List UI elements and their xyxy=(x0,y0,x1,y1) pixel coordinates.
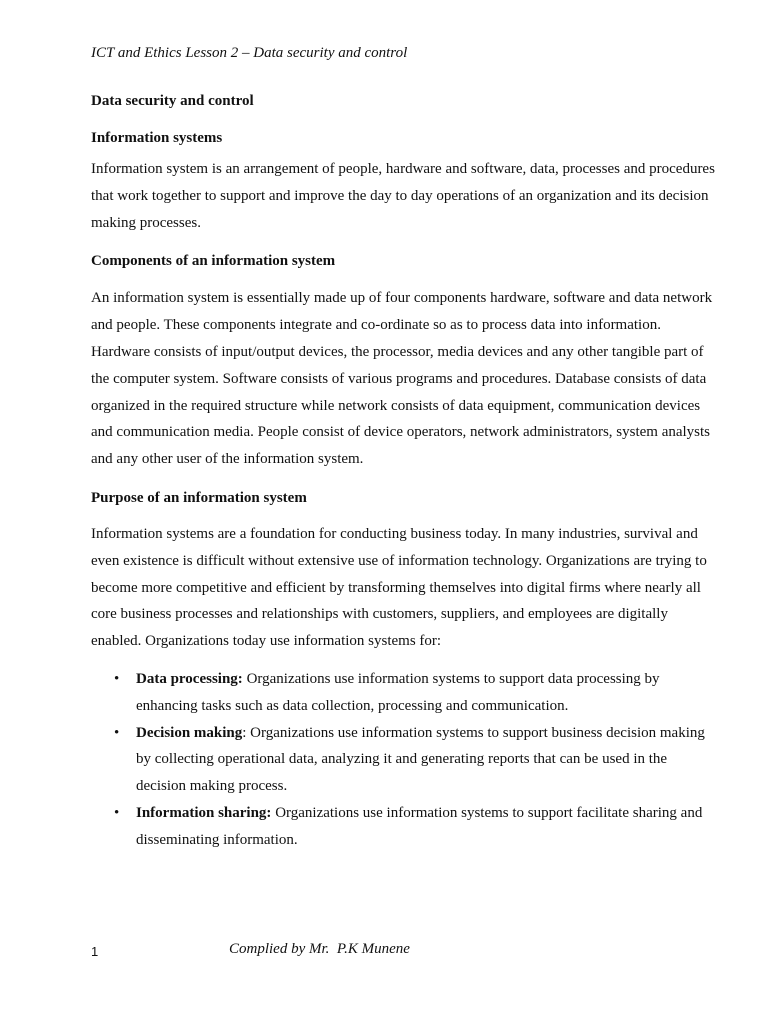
bullet-term: Information sharing: xyxy=(136,804,272,821)
bullet-text: Organizations use information systems to support data processing by enhancing tasks such as data collection, processing and communication. xyxy=(136,670,660,714)
bullet-term: Data processing: xyxy=(136,670,243,687)
page-number: 1 xyxy=(91,944,99,959)
heading-information-systems: Information systems xyxy=(91,130,223,146)
bullet-icon: • xyxy=(114,804,120,821)
paragraph-purpose: Information systems are a foundation for conducting business today. In many industries, survival and even existence is difficult without extensive use of information technology. Organizations are trying to become more competitive and efficient by transforming themselves into digital firms where nearly all core business processes and relationships with customers, suppliers, and employees are digitally enabled. Organizations today use information systems for: xyxy=(91,525,707,650)
bullet-term: Decision making xyxy=(136,724,243,741)
paragraph-components: An information system is essentially made up of four components hardware, software and data network and people. These components integrate and co-ordinate so as to process data into information. Hardware consists of input/output devices, the processor, media devices and any other tangible part of the computer system. Software consists of various programs and procedures. Database consists of data organized in the required structure while network consists of data equipment, communication devices and communication media. People consist of device operators, network administrators, system analysts and any other user of the information system. xyxy=(91,290,713,468)
list-item-data-processing xyxy=(114,666,716,720)
heading-purpose: Purpose of an information system xyxy=(91,489,307,506)
paragraph-information-systems: Information system is an arrangement of people, hardware and software, data, processes and procedures that work together to support and improve the day to day operations of an organization and its decision making processes. xyxy=(91,161,715,231)
bullet-icon: • xyxy=(114,670,120,687)
bullet-text: : Organizations use information systems to support business decision making by collecting operational data, analyzing it and generating reports that can be used in the decision making process. xyxy=(136,724,705,795)
bullet-icon: • xyxy=(114,724,120,741)
list-item-information-sharing xyxy=(114,800,716,854)
list-item-decision-making xyxy=(114,720,716,800)
footer-credit: Complied by Mr. P.K Munene xyxy=(229,941,410,957)
heading-components: Components of an information system xyxy=(91,253,336,270)
page-header: ICT and Ethics Lesson 2 – Data security and control xyxy=(91,45,408,61)
document-title: Data security and control xyxy=(91,93,254,109)
purpose-bullet-list xyxy=(91,666,716,854)
bullet-text: Organizations use information systems to support facilitate sharing and disseminating information. xyxy=(136,804,703,848)
page-content xyxy=(91,90,716,854)
